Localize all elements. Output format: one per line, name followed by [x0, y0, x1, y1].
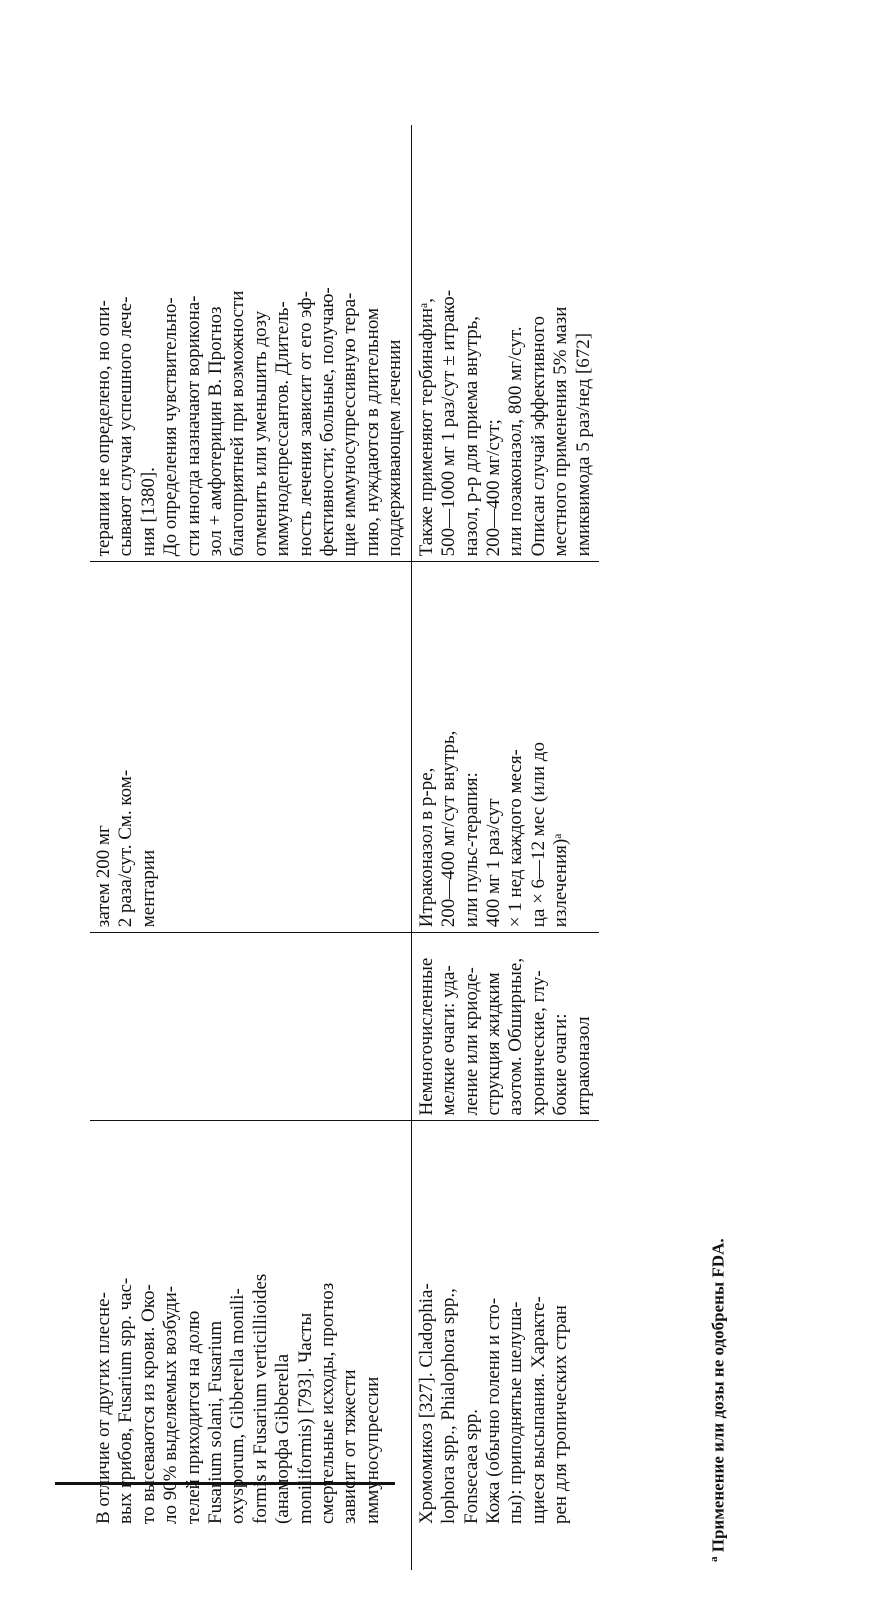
- footnote-text: Применение или дозы не одобрены FDA.: [708, 1238, 728, 1553]
- table-cell: терапии не определено, но опи- сывают случаи успешного лече- ния [1380]. До определения чувствительно- сти иногда назначают ворикона- зол + амфотерицин В. Прогноз благоприятней при возможности отменить или уменьшить дозу иммунодепрессантов. Длитель- ность лечения зависит от его эф- фективности; больные, получаю- щие иммуносупрессивную тера- пию, нуждаются в длительном поддерживающем лечении: [90, 125, 411, 562]
- table-cell: [90, 933, 411, 1121]
- table-footnote: [708, 1238, 729, 1562]
- table-cell: Немногочисленные мелкие очаги: уда- ление или криоде- струкция жидким азотом. Обширные, хронические, глу- бокие очаги: итраконазол: [411, 933, 599, 1121]
- footnote-mark: а: [708, 1556, 720, 1562]
- table-row: [411, 125, 599, 1570]
- table-cell: затем 200 мг 2 раза/сут. См. ком- ментарии: [90, 562, 411, 933]
- table-cell: Также применяют тербинафинᵃ, 500—1000 мг 1 раз/сут ± итрако- назол, р-р для приема внутрь, 200—400 мг/сут; или позаконазол, 800 мг/сут. Описан случай эффективного местного применения 5% мази имиквимода 5 раз/нед [672]: [411, 125, 599, 562]
- treatment-table: [90, 125, 599, 1570]
- rotated-table-block: [90, 90, 750, 1570]
- table-row: [90, 125, 411, 1570]
- table-cell: Хромомикоз [327]. Cladophia- lophora spp., Phialophora spp., Fonsecaea spp. Кожа (обычно голени и сто- пы): приподнятые шелуша- щиеся высыпания. Характе- рен для тропических стран: [411, 1121, 599, 1570]
- table-cell: В отличие от других плесне- вых грибов, Fusarium spp. час- то высеваются из крови. Око- ло 90% выделяемых возбуди- телей приходится на долю Fusarium solani, Fusarium oxysporum, Gibberella monili- formis и Fusarium verticillioides (анаморфа Gibberella moniliformis) [793]. Часты смертельные исходы, прогноз зависит от тяжести иммуносупрессии: [93, 1273, 383, 1524]
- table-cell: Итраконазол в р-ре, 200—400 мг/сут внутрь, или пульс-терапия: 400 мг 1 раз/сут × 1 нед каждого меся- ца × 6—12 мес (или до излечения)ᵃ: [411, 562, 599, 933]
